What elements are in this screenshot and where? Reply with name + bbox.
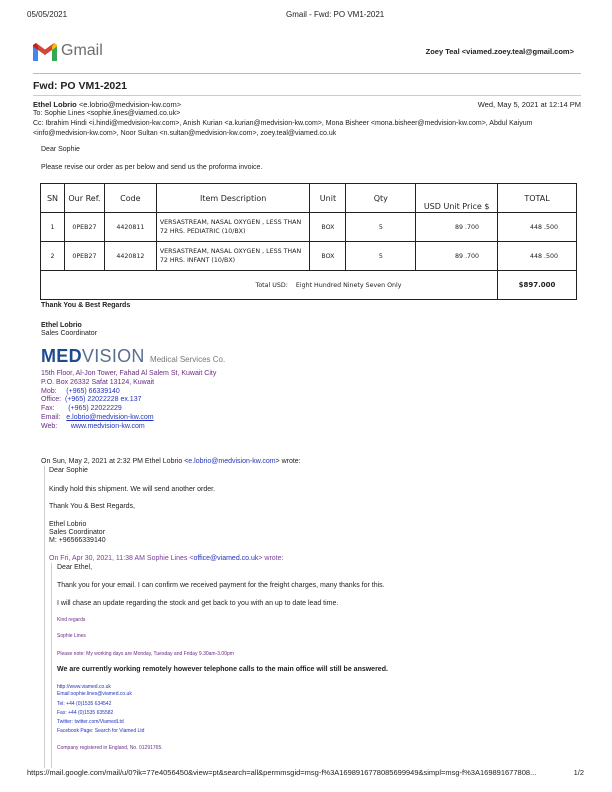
cell-code: 4420811: [104, 213, 156, 242]
cell-price: 89 .700: [416, 242, 498, 271]
address-line-2: P.O. Box 26332 Safat 13124, Kuwait: [41, 379, 155, 386]
quote2-bar: [51, 563, 52, 768]
twitter-label: Twitter:: [57, 719, 74, 725]
mob-number[interactable]: (+965) 66339140: [66, 388, 120, 395]
twitter-link[interactable]: twitter.com/ViamedLtd: [74, 719, 124, 725]
po-table: [40, 183, 577, 300]
quote2-email[interactable]: Email:sophie.lines@viamed.co.uk: [57, 691, 132, 697]
medvision-logo: [41, 346, 225, 367]
subject-divider: [33, 95, 581, 96]
quote1-name: Ethel Lobrio: [49, 521, 87, 528]
table-row: [41, 213, 577, 242]
quote1-email-link[interactable]: e.lobrio@medvision-kw.com: [188, 458, 276, 465]
sender-line: [33, 100, 181, 109]
fax-number[interactable]: (+965) 22022229: [68, 405, 122, 412]
cell-qty: 5: [346, 213, 416, 242]
col-ref: Our Ref.: [64, 184, 104, 213]
closing: Thank You & Best Regards: [41, 302, 131, 309]
quote2-line2: I will chase an update regarding the stock and get back to you with an up to date lead time.: [57, 600, 339, 607]
recipient-to: To: Sophie Lines <sophie.lines@viamed.co.uk>: [33, 110, 181, 117]
quote2-note: Please note: My working days are Monday, Tuesday and Friday 9.30am-3.00pm: [57, 651, 234, 657]
email-link[interactable]: e.lobrio@medvision-kw.com: [66, 414, 154, 421]
table-header-row: [41, 184, 577, 213]
cell-ref: 0PEB27: [64, 213, 104, 242]
cell-desc: VERSASTREAM, NASAL OXYGEN , LESS THAN 72 HRS. INFANT (10/BX): [156, 242, 310, 271]
print-date: 05/05/2021: [27, 10, 68, 19]
col-desc: Item Description: [156, 184, 310, 213]
signature-name: Ethel Lobrio: [41, 322, 82, 329]
sender-email[interactable]: <e.lobrio@medvision-kw.com>: [78, 100, 182, 109]
quote1-header-pre: On Sun, May 2, 2021 at 2:32 PM Ethel Lobrio <: [41, 458, 189, 465]
total-row: [41, 271, 577, 300]
web-label: Web:: [41, 423, 58, 430]
quote1-closing: Thank You & Best Regards,: [49, 503, 135, 510]
table-row: [41, 242, 577, 271]
total-amount: $897.000: [498, 271, 577, 300]
contact-web: [41, 422, 145, 432]
quote2-greeting: Dear Ethel,: [57, 564, 93, 571]
signature-title: Sales Coordinator: [41, 330, 98, 337]
gmail-wordmark: Gmail: [61, 42, 103, 59]
cell-desc: VERSASTREAM, NASAL OXYGEN , LESS THAN 72 HRS. PEDIATRIC (10/BX): [156, 213, 310, 242]
web-link[interactable]: www.medvision-kw.com: [70, 423, 145, 430]
quote2-twitter: [57, 719, 124, 726]
address-line-1: 15th Floor, Al-Jon Tower, Fahad Al Salem St, Kuwait City: [41, 370, 217, 377]
col-unit: Unit: [310, 184, 346, 213]
header-divider: [33, 73, 581, 74]
sender-name: Ethel Lobrio: [33, 100, 77, 109]
quote2-email-link[interactable]: office@viamed.co.uk: [193, 555, 259, 562]
quote1-body: Kindly hold this shipment. We will send another order.: [49, 486, 216, 493]
email-label: Email:: [41, 414, 61, 421]
quote2-kind: Kind regards: [57, 617, 86, 623]
email-subject: Fwd: PO VM1-2021: [33, 80, 127, 92]
quote1-header-post: > wrote:: [275, 458, 301, 465]
cell-ref: 0PEB27: [64, 242, 104, 271]
print-title: Gmail - Fwd: PO VM1-2021: [286, 10, 385, 19]
quote2-line1: Thank you for your email. I can confirm we received payment for the freight charges, many thanks for this.: [57, 582, 385, 589]
col-total: TOTAL: [498, 184, 577, 213]
recipient-cc: Cc: Ibrahim Hindi <i.hindi@medvision-kw.com>, Anish Kurian <a.kurian@medvision-kw.com>, Mona Bisheer <mona.bisheer@medvision-kw.com>, Abdul Kaiyum <info@medvision-kw.com>, Noor Sultan <n.sultan@medvision-kw.com>, zoey.teal@viamed.co.uk: [33, 120, 533, 137]
fax-label: Fax:: [41, 405, 55, 412]
quote2-company: Company registered in England, No. 01291765.: [57, 745, 163, 751]
total-label-cell: [41, 271, 498, 300]
mob-label: Mob:: [41, 388, 57, 395]
quote1-title: Sales Coordinator: [49, 529, 106, 536]
cell-sn: 2: [41, 242, 65, 271]
cell-sn: 1: [41, 213, 65, 242]
quote2-name: Sophie Lines: [57, 633, 86, 639]
quote2-remote: We are currently working remotely however telephone calls to the main office will still be answered.: [57, 666, 388, 673]
body-text: Please revise our order as per below and send us the proforma invoice.: [41, 164, 263, 171]
logo-med: MED: [41, 346, 82, 366]
col-qty: Qty: [346, 184, 416, 213]
cell-qty: 5: [346, 242, 416, 271]
logo-subtitle: Medical Services Co.: [150, 355, 226, 364]
print-url: https://mail.google.com/mail/u/0?ik=77e4056450&view=pt&search=all&permmsgid=msg-f%3A1698916778085699949&simpl=msg-f%3A169891677808...: [27, 768, 537, 777]
cell-price: 89 .700: [416, 213, 498, 242]
col-price: USD Unit Price $: [416, 184, 498, 213]
total-label: Total USD:: [255, 281, 288, 289]
quote2-fax: Fax: +44 (0)1535 635582: [57, 710, 114, 716]
cell-code: 4420812: [104, 242, 156, 271]
quote2-tel: Tel: +44 (0)1535 634542: [57, 701, 112, 707]
page-number: 1/2: [573, 768, 584, 777]
office-number[interactable]: (+965) 22022228 ex.137: [65, 396, 142, 403]
greeting: Dear Sophie: [41, 146, 80, 153]
col-sn: SN: [41, 184, 65, 213]
email-date: Wed, May 5, 2021 at 12:14 PM: [477, 100, 581, 109]
quote2-header-pre: On Fri, Apr 30, 2021, 11:38 AM Sophie Lines <: [49, 555, 194, 562]
account-user: Zoey Teal <viamed.zoey.teal@gmail.com>: [425, 47, 574, 56]
col-code: Code: [104, 184, 156, 213]
logo-vision: VISION: [81, 346, 145, 366]
quote1-mobile: M: +96566339140: [49, 537, 106, 544]
cell-total: 448 .500: [498, 242, 577, 271]
cell-unit: BOX: [310, 213, 346, 242]
total-words: Eight Hundred Ninety Seven Only: [295, 281, 402, 289]
quote1-greeting: Dear Sophie: [49, 467, 88, 474]
quote2-header-post: > wrote:: [258, 555, 284, 562]
office-label: Office:: [41, 396, 62, 403]
cell-total: 448 .500: [498, 213, 577, 242]
quote2-web[interactable]: http://www.viamed.co.uk: [57, 684, 111, 690]
gmail-logo-icon: [33, 43, 57, 61]
cell-unit: BOX: [310, 242, 346, 271]
quote2-facebook: Facebook Page: Search for Viamed Ltd: [57, 728, 145, 734]
quote1-bar: [44, 466, 45, 768]
